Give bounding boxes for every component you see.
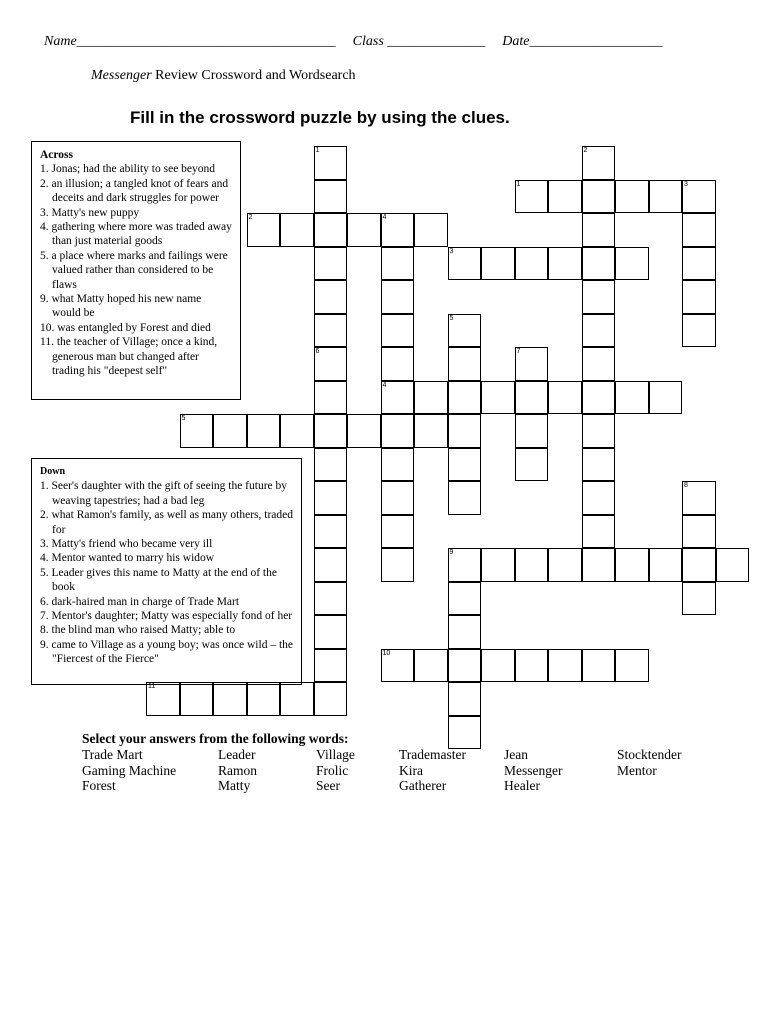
crossword-cell[interactable] [682, 314, 716, 348]
word-bank-item: Stocktender [617, 747, 682, 762]
crossword-cell[interactable] [247, 213, 281, 247]
crossword-cell[interactable] [314, 649, 348, 683]
date-field[interactable]: ___________________ [529, 34, 663, 49]
crossword-cell[interactable] [448, 716, 482, 750]
worksheet-subtitle [91, 68, 356, 84]
crossword-cell[interactable] [481, 247, 515, 281]
crossword-cell[interactable] [448, 347, 482, 381]
down-clue: 4. Mentor wanted to marry his widow [40, 552, 215, 565]
cell-number: 1 [315, 147, 320, 154]
name-field[interactable]: _____________________________________ [76, 34, 336, 49]
across-clue: 9. what Matty hoped his new name would be [40, 293, 202, 320]
crossword-cell[interactable] [314, 515, 348, 549]
crossword-cell[interactable] [314, 448, 348, 482]
crossword-cell[interactable] [682, 180, 716, 214]
crossword-cell[interactable] [582, 381, 616, 415]
crossword-cell[interactable] [481, 381, 515, 415]
down-clue: 1. Seer's daughter with the gift of seeing the future by weaving tapestries; had a bad leg [40, 480, 288, 507]
crossword-cell[interactable] [481, 649, 515, 683]
word-bank-item: Messenger [504, 762, 563, 778]
down-clues-box [31, 458, 302, 685]
word-bank-item: Gatherer [399, 778, 447, 793]
crossword-cell[interactable] [381, 515, 415, 549]
across-clue: 3. Matty's new puppy [40, 206, 140, 219]
crossword-cell[interactable] [347, 213, 381, 247]
down-clue: 8. the blind man who raised Matty; able to [40, 624, 236, 637]
crossword-cell[interactable] [682, 247, 716, 281]
class-field[interactable]: ______________ [387, 34, 486, 49]
crossword-cell[interactable] [582, 548, 616, 582]
crossword-cell[interactable] [247, 414, 281, 448]
word-bank-item: Leader [218, 747, 256, 762]
crossword-cell[interactable] [649, 381, 683, 415]
crossword-cell[interactable] [515, 414, 549, 448]
header-line [44, 34, 663, 50]
crossword-cell[interactable] [314, 180, 348, 214]
crossword-cell[interactable] [448, 682, 482, 716]
crossword-cell[interactable] [448, 649, 482, 683]
crossword-cell[interactable] [615, 180, 649, 214]
word-bank-item: Healer [504, 778, 540, 793]
crossword-cell[interactable] [515, 548, 549, 582]
crossword-cell[interactable] [448, 247, 482, 281]
crossword-cell[interactable] [381, 481, 415, 515]
crossword-cell[interactable] [515, 247, 549, 281]
crossword-cell[interactable] [548, 649, 582, 683]
crossword-cell[interactable] [548, 247, 582, 281]
crossword-cell[interactable] [314, 548, 348, 582]
across-clue: 1. Jonas; had the ability to see beyond [40, 163, 216, 176]
crossword-cell[interactable] [615, 649, 649, 683]
across-clue: 2. an illusion; a tangled knot of fears and deceits and dark struggles for power [40, 177, 229, 205]
crossword-cell[interactable] [649, 180, 683, 214]
crossword-cell[interactable] [448, 582, 482, 616]
down-clue: 5. Leader gives this name to Matty at the end of the book [40, 566, 277, 594]
word-bank [82, 747, 762, 797]
crossword-cell[interactable] [314, 682, 348, 716]
across-clue: 11. the teacher of Village; once a kind, generous man but changed after trading his "deepest self" [40, 336, 218, 378]
crossword-cell[interactable] [180, 414, 214, 448]
crossword-cell[interactable] [381, 213, 415, 247]
crossword-cell[interactable] [381, 280, 415, 314]
word-bank-item: Jean [504, 747, 528, 762]
crossword-cell[interactable] [582, 347, 616, 381]
subtitle-rest: Review Crossword and Wordsearch [151, 68, 356, 83]
crossword-cell[interactable] [314, 381, 348, 415]
cell-number: 3 [449, 247, 454, 255]
crossword-cell[interactable] [582, 649, 616, 683]
crossword-cell[interactable] [515, 381, 549, 415]
across-clue: 10. was entangled by Forest and died [40, 321, 211, 334]
cell-number: 8 [684, 482, 688, 489]
cell-number: 1 [516, 180, 521, 188]
date-label: Date [502, 34, 530, 49]
cell-number: 7 [516, 348, 521, 355]
crossword-cell[interactable] [582, 180, 616, 214]
crossword-cell[interactable] [314, 213, 348, 247]
crossword-cell[interactable] [716, 548, 750, 582]
word-bank-item: Kira [399, 762, 423, 778]
crossword-cell[interactable] [582, 280, 616, 314]
cell-number: 5 [449, 314, 454, 322]
crossword-cell[interactable] [615, 247, 649, 281]
crossword-cell[interactable] [515, 448, 549, 482]
crossword-cell[interactable] [414, 414, 448, 448]
crossword-cell[interactable] [213, 682, 247, 716]
crossword-cell[interactable] [448, 548, 482, 582]
cell-number: 5 [181, 415, 186, 422]
crossword-cell[interactable] [448, 615, 482, 649]
crossword-cell[interactable] [213, 414, 247, 448]
class-label: Class [352, 34, 384, 49]
cell-number: 2 [248, 214, 253, 221]
crossword-cell[interactable] [682, 280, 716, 314]
word-bank-item: Village [316, 747, 355, 762]
word-bank-item: Trademaster [399, 747, 466, 762]
crossword-cell[interactable] [515, 180, 549, 214]
crossword-cell[interactable] [649, 548, 683, 582]
crossword-cell[interactable] [448, 381, 482, 415]
word-bank-title: Select your answers from the following words: [82, 731, 349, 746]
crossword-cell[interactable] [582, 414, 616, 448]
crossword-cell[interactable] [582, 247, 616, 281]
crossword-cell[interactable] [280, 414, 314, 448]
crossword-cell[interactable] [582, 146, 616, 180]
crossword-cell[interactable] [280, 682, 314, 716]
across-clue: 5. a place where marks and failings were valued rather than considered to be flaws [40, 249, 228, 291]
word-bank-item: Mentor [617, 762, 657, 778]
crossword-cell[interactable] [314, 280, 348, 314]
crossword-cell[interactable] [481, 548, 515, 582]
across-clue: 4. gathering where more was traded away than just material goods [40, 221, 232, 248]
down-clue: 2. what Ramon's family, as well as many others, traded for [40, 509, 293, 536]
crossword-cell[interactable] [448, 314, 482, 348]
crossword-cell[interactable] [146, 682, 180, 716]
crossword-cell[interactable] [682, 548, 716, 582]
crossword-cell[interactable] [582, 213, 616, 247]
crossword-cell[interactable] [615, 381, 649, 415]
down-clue: 6. dark-haired man in charge of Trade Mart [40, 595, 240, 608]
crossword-cell[interactable] [314, 146, 348, 180]
crossword-cell[interactable] [180, 682, 214, 716]
crossword-cell[interactable] [314, 582, 348, 616]
word-bank-item: Seer [316, 778, 340, 793]
cell-number: 4 [382, 381, 387, 389]
crossword-cell[interactable] [314, 247, 348, 281]
instructions: Fill in the crossword puzzle by using the clues. [130, 108, 510, 127]
crossword-cell[interactable] [548, 381, 582, 415]
word-bank-item: Gaming Machine [82, 762, 177, 778]
crossword-cell[interactable] [682, 213, 716, 247]
crossword-cell[interactable] [414, 381, 448, 415]
crossword-cell[interactable] [314, 615, 348, 649]
subtitle-book-title: Messenger [91, 68, 152, 83]
word-bank-item: Trade Mart [82, 747, 143, 762]
crossword-cell[interactable] [314, 414, 348, 448]
down-title: Down [40, 466, 66, 477]
down-clue: 9. came to Village as a young boy; was once wild – the "Fiercest of the Fierce" [40, 638, 293, 666]
cell-number: 2 [583, 147, 588, 154]
crossword-cell[interactable] [515, 347, 549, 381]
crossword-cell[interactable] [247, 682, 281, 716]
word-bank-item: Forest [82, 778, 116, 793]
crossword-cell[interactable] [682, 481, 716, 515]
down-clue: 7. Mentor's daughter; Matty was especially fond of her [40, 610, 293, 623]
across-title: Across [40, 149, 74, 161]
crossword-cell[interactable] [414, 213, 448, 247]
crossword-cell[interactable] [582, 314, 616, 348]
name-label: Name [44, 34, 77, 49]
crossword-cell[interactable] [381, 448, 415, 482]
crossword-cell[interactable] [381, 381, 415, 415]
crossword-cell[interactable] [381, 548, 415, 582]
word-bank-item: Frolic [316, 762, 349, 778]
cell-number: 9 [449, 549, 454, 556]
crossword-cell[interactable] [448, 448, 482, 482]
crossword-cell[interactable] [414, 649, 448, 683]
crossword-cell[interactable] [381, 649, 415, 683]
cell-number: 4 [382, 214, 387, 221]
crossword-cell[interactable] [381, 247, 415, 281]
crossword-cell[interactable] [582, 448, 616, 482]
crossword-cell[interactable] [682, 515, 716, 549]
crossword-cell[interactable] [347, 414, 381, 448]
crossword-cell[interactable] [314, 481, 348, 515]
cell-number: 6 [315, 348, 320, 355]
across-clues-box [31, 141, 241, 400]
crossword-cell[interactable] [448, 414, 482, 448]
cell-number: 11 [148, 683, 156, 690]
cell-number: 10 [382, 649, 391, 657]
crossword-cell[interactable] [381, 314, 415, 348]
crossword-cell[interactable] [548, 548, 582, 582]
crossword-cell[interactable] [548, 180, 582, 214]
crossword-cell[interactable] [448, 481, 482, 515]
crossword-cell[interactable] [314, 347, 348, 381]
crossword-cell[interactable] [381, 347, 415, 381]
crossword-cell[interactable] [515, 649, 549, 683]
word-bank-item: Ramon [218, 762, 257, 778]
crossword-cell[interactable] [582, 481, 616, 515]
crossword-cell[interactable] [280, 213, 314, 247]
down-clue: 3. Matty's friend who became very ill [40, 538, 213, 551]
word-bank-item: Matty [218, 778, 251, 793]
crossword-cell[interactable] [582, 515, 616, 549]
crossword-cell[interactable] [314, 314, 348, 348]
crossword-cell[interactable] [615, 548, 649, 582]
crossword-cell[interactable] [381, 414, 415, 448]
crossword-cell[interactable] [682, 582, 716, 616]
cell-number: 3 [684, 180, 688, 188]
